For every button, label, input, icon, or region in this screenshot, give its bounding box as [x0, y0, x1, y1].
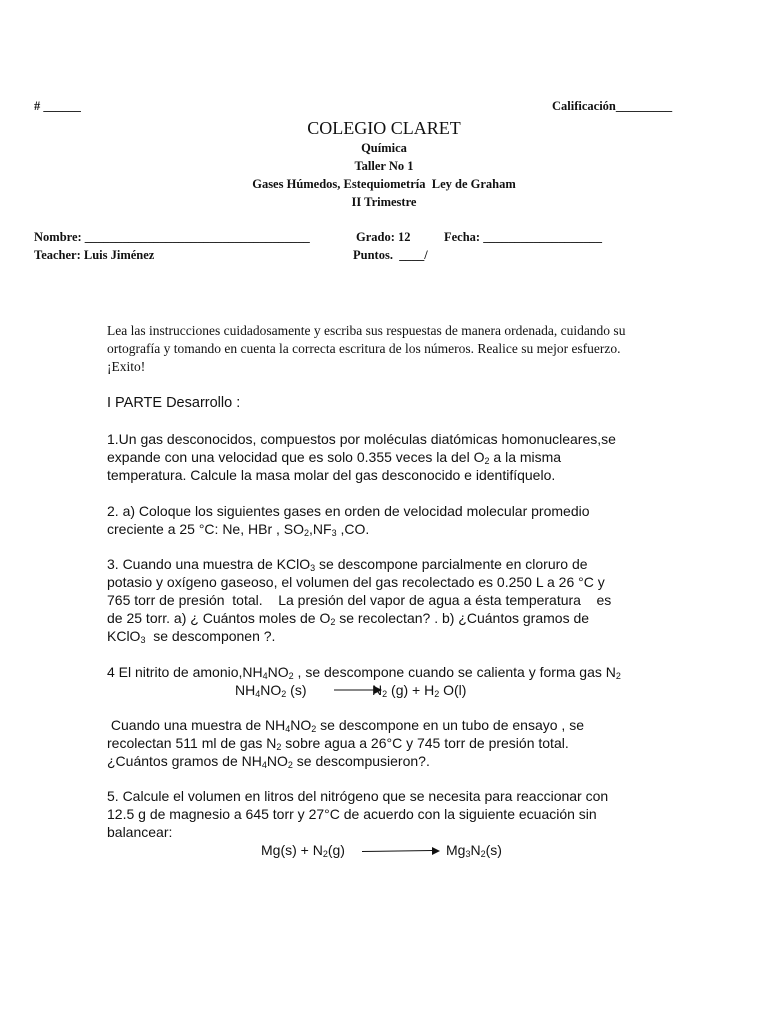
- q1-line: expande con una velocidad que es solo 0.355 veces la del $O_2$ a la misma: [107, 449, 562, 466]
- instructions: [107, 322, 625, 376]
- number-field: # ______: [34, 99, 81, 113]
- q4-line: Cuando una muestra de $NH_4NO_2$ se descompone en un tubo de ensayo , se: [107, 717, 584, 734]
- q2-line: creciente a 25 °C: Ne, HBr , $SO_2,NF_3$ ,CO.: [107, 521, 370, 538]
- q4-line: recolectan 511 ml de gas $N_2$ sobre agua a 26°C y 745 torr de presión total.: [107, 735, 569, 752]
- q2-line: 2. a) Coloque los siguientes gases en orden de velocidad molecular promedio: [107, 503, 590, 519]
- instructions-line: Lea las instrucciones cuidadosamente y escriba sus respuestas de manera ordenada, cuidando su: [107, 323, 626, 338]
- q5-line: 12.5 g de magnesio a 645 torr y 27°C de acuerdo con la siguiente ecuación sin: [107, 806, 597, 822]
- workshop-title: Taller No 1: [354, 159, 414, 173]
- q3-line: potasio y oxígeno gaseoso, el volumen del gas recolectado es 0.250 L a 26 °C y: [107, 574, 605, 590]
- term-title: II Trimestre: [351, 195, 417, 209]
- q4-equation-right: $N_2$ $(g) + H_2$ O(l): [372, 682, 467, 699]
- date-field: Fecha: ___________________: [444, 230, 602, 244]
- q5-line: balancear:: [107, 824, 173, 840]
- q1-line: 1.Un gas desconocidos, compuestos por moléculas diatómicas homonucleares,se: [107, 431, 616, 447]
- instructions-line: ¡Exito!: [107, 359, 146, 374]
- q4-equation-left: $NH_4NO_2$ (s): [235, 682, 307, 699]
- q4-line: ¿Cuántos gramos de $NH_4NO_2$ se descompusieron?.: [107, 753, 430, 770]
- part-title: I PARTE Desarrollo :: [107, 395, 241, 411]
- q3-line: 765 torr de presión total. La presión del vapor de agua a ésta temperatura es: [107, 592, 612, 608]
- q3-line: de 25 torr. a) ¿ Cuántos moles de $O_2$ se recolectan? . b) ¿Cuántos gramos de: [107, 610, 590, 627]
- subject-title: Química: [361, 141, 407, 155]
- q4-line: 4 El nitrito de $amonio,NH_4NO_2$ , se descompone cuando se calienta y forma gas $N_2$: [107, 664, 621, 681]
- grade-field: Calificación_________: [552, 99, 673, 113]
- grade-level: Grado: 12: [356, 230, 411, 244]
- instructions-line: ortografía y tomando en cuenta la correcta escritura de los números. Realice su mejor esfuerzo.: [107, 341, 621, 356]
- q5-equation-right: $Mg_3N_2(s)$: [446, 842, 502, 859]
- teacher-name: Teacher: Luis Jiménez: [34, 248, 155, 262]
- points-field: Puntos. ____/: [353, 248, 428, 262]
- school-title: COLEGIO CLARET: [307, 118, 461, 138]
- name-field: Nombre: ____________________________________: [34, 230, 310, 244]
- q1-line: temperatura. Calcule la masa molar del gas desconocido e identifíquelo.: [107, 467, 556, 483]
- topic-title: Gases Húmedos, Estequiometría Ley de Graham: [252, 177, 516, 191]
- q3-line: KClO$_3$ se descomponen ?.: [107, 628, 276, 645]
- q5-line: 5. Calcule el volumen en litros del nitrógeno que se necesita para reaccionar con: [107, 788, 609, 804]
- q3-line: 3. Cuando una muestra de KClO$_3$ se descompone parcialmente en cloruro de: [107, 556, 588, 573]
- reaction-arrow-icon: [362, 844, 440, 858]
- q5-equation-left: $Mg(s) + N_2(g)$: [261, 842, 345, 859]
